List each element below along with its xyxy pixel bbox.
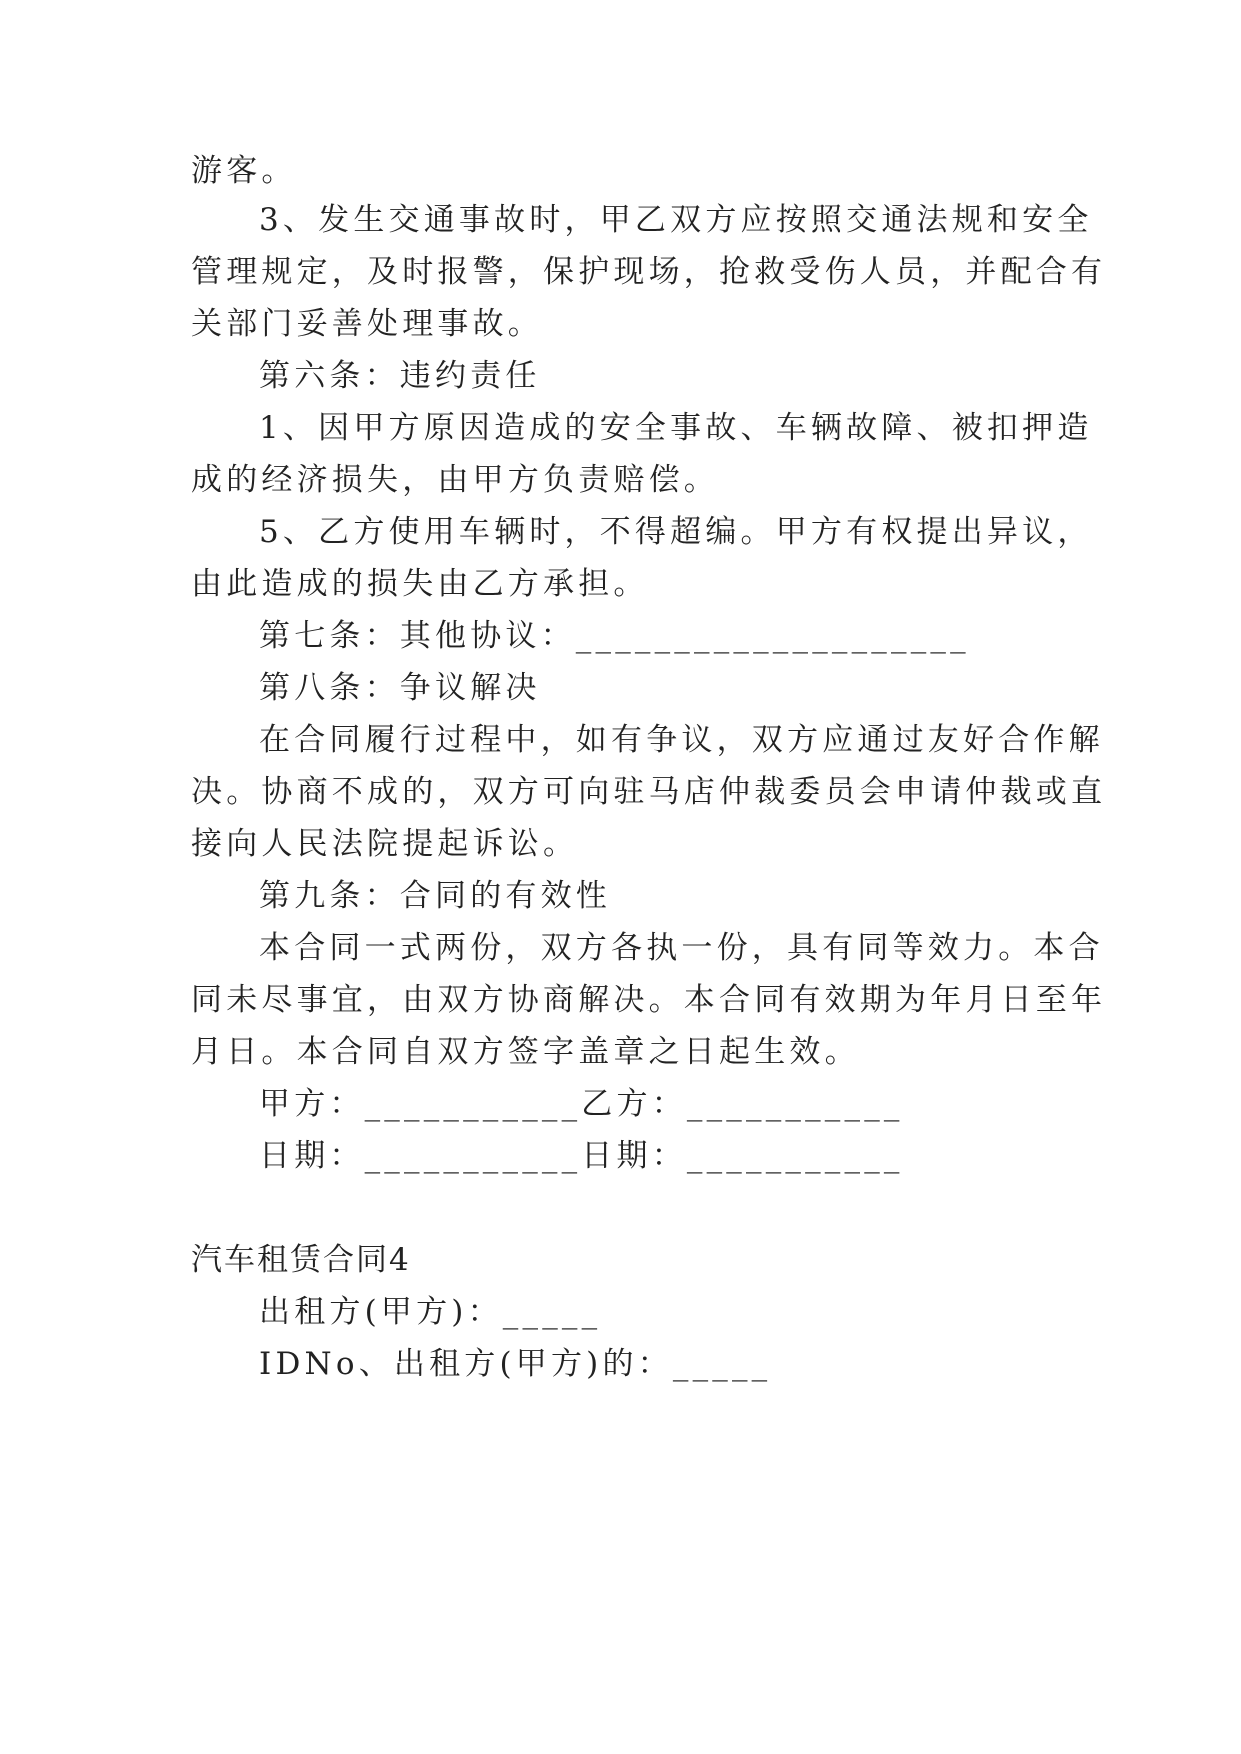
paragraph-line: 月日。本合同自双方签字盖章之日起生效。 — [191, 1034, 860, 1070]
section-heading: 第七条：其他协议：____________________ — [259, 618, 970, 654]
paragraph-line: 游客。 — [191, 153, 297, 189]
paragraph-line: 关部门妥善处理事故。 — [191, 306, 543, 342]
signature-line: 甲方：___________乙方：___________ — [259, 1086, 904, 1122]
section-heading: 第九条：合同的有效性 — [259, 878, 611, 914]
paragraph-line: 本合同一式两份，双方各执一份，具有同等效力。本合 — [259, 930, 1104, 966]
paragraph-line: 同未尽事宜，由双方协商解决。本合同有效期为年月日至年 — [191, 982, 1107, 1018]
contract-title: 汽车租赁合同4 — [191, 1242, 411, 1278]
paragraph-line: 由此造成的损失由乙方承担。 — [191, 566, 649, 602]
paragraph-line: 3、发生交通事故时，甲乙双方应按照交通法规和安全 — [259, 202, 1093, 238]
paragraph-line: 在合同履行过程中，如有争议，双方应通过友好合作解 — [259, 722, 1104, 758]
section-heading: 第八条：争议解决 — [259, 670, 541, 706]
lessor-line: 出租方(甲方)：_____ — [259, 1294, 602, 1330]
paragraph-line: 决。协商不成的，双方可向驻马店仲裁委员会申请仲裁或直 — [191, 774, 1107, 810]
date-line: 日期：___________日期：___________ — [259, 1138, 904, 1174]
lessor-id-line: IDNo、出租方(甲方)的：_____ — [259, 1346, 772, 1382]
paragraph-line: 1、因甲方原因造成的安全事故、车辆故障、被扣押造 — [259, 410, 1093, 446]
paragraph-line: 接向人民法院提起诉讼。 — [191, 826, 579, 862]
paragraph-line: 管理规定，及时报警，保护现场，抢救受伤人员，并配合有 — [191, 254, 1107, 290]
section-heading: 第六条：违约责任 — [259, 358, 541, 394]
paragraph-line: 5、乙方使用车辆时，不得超编。甲方有权提出异议， — [259, 514, 1093, 550]
paragraph-line: 成的经济损失，由甲方负责赔偿。 — [191, 462, 719, 498]
